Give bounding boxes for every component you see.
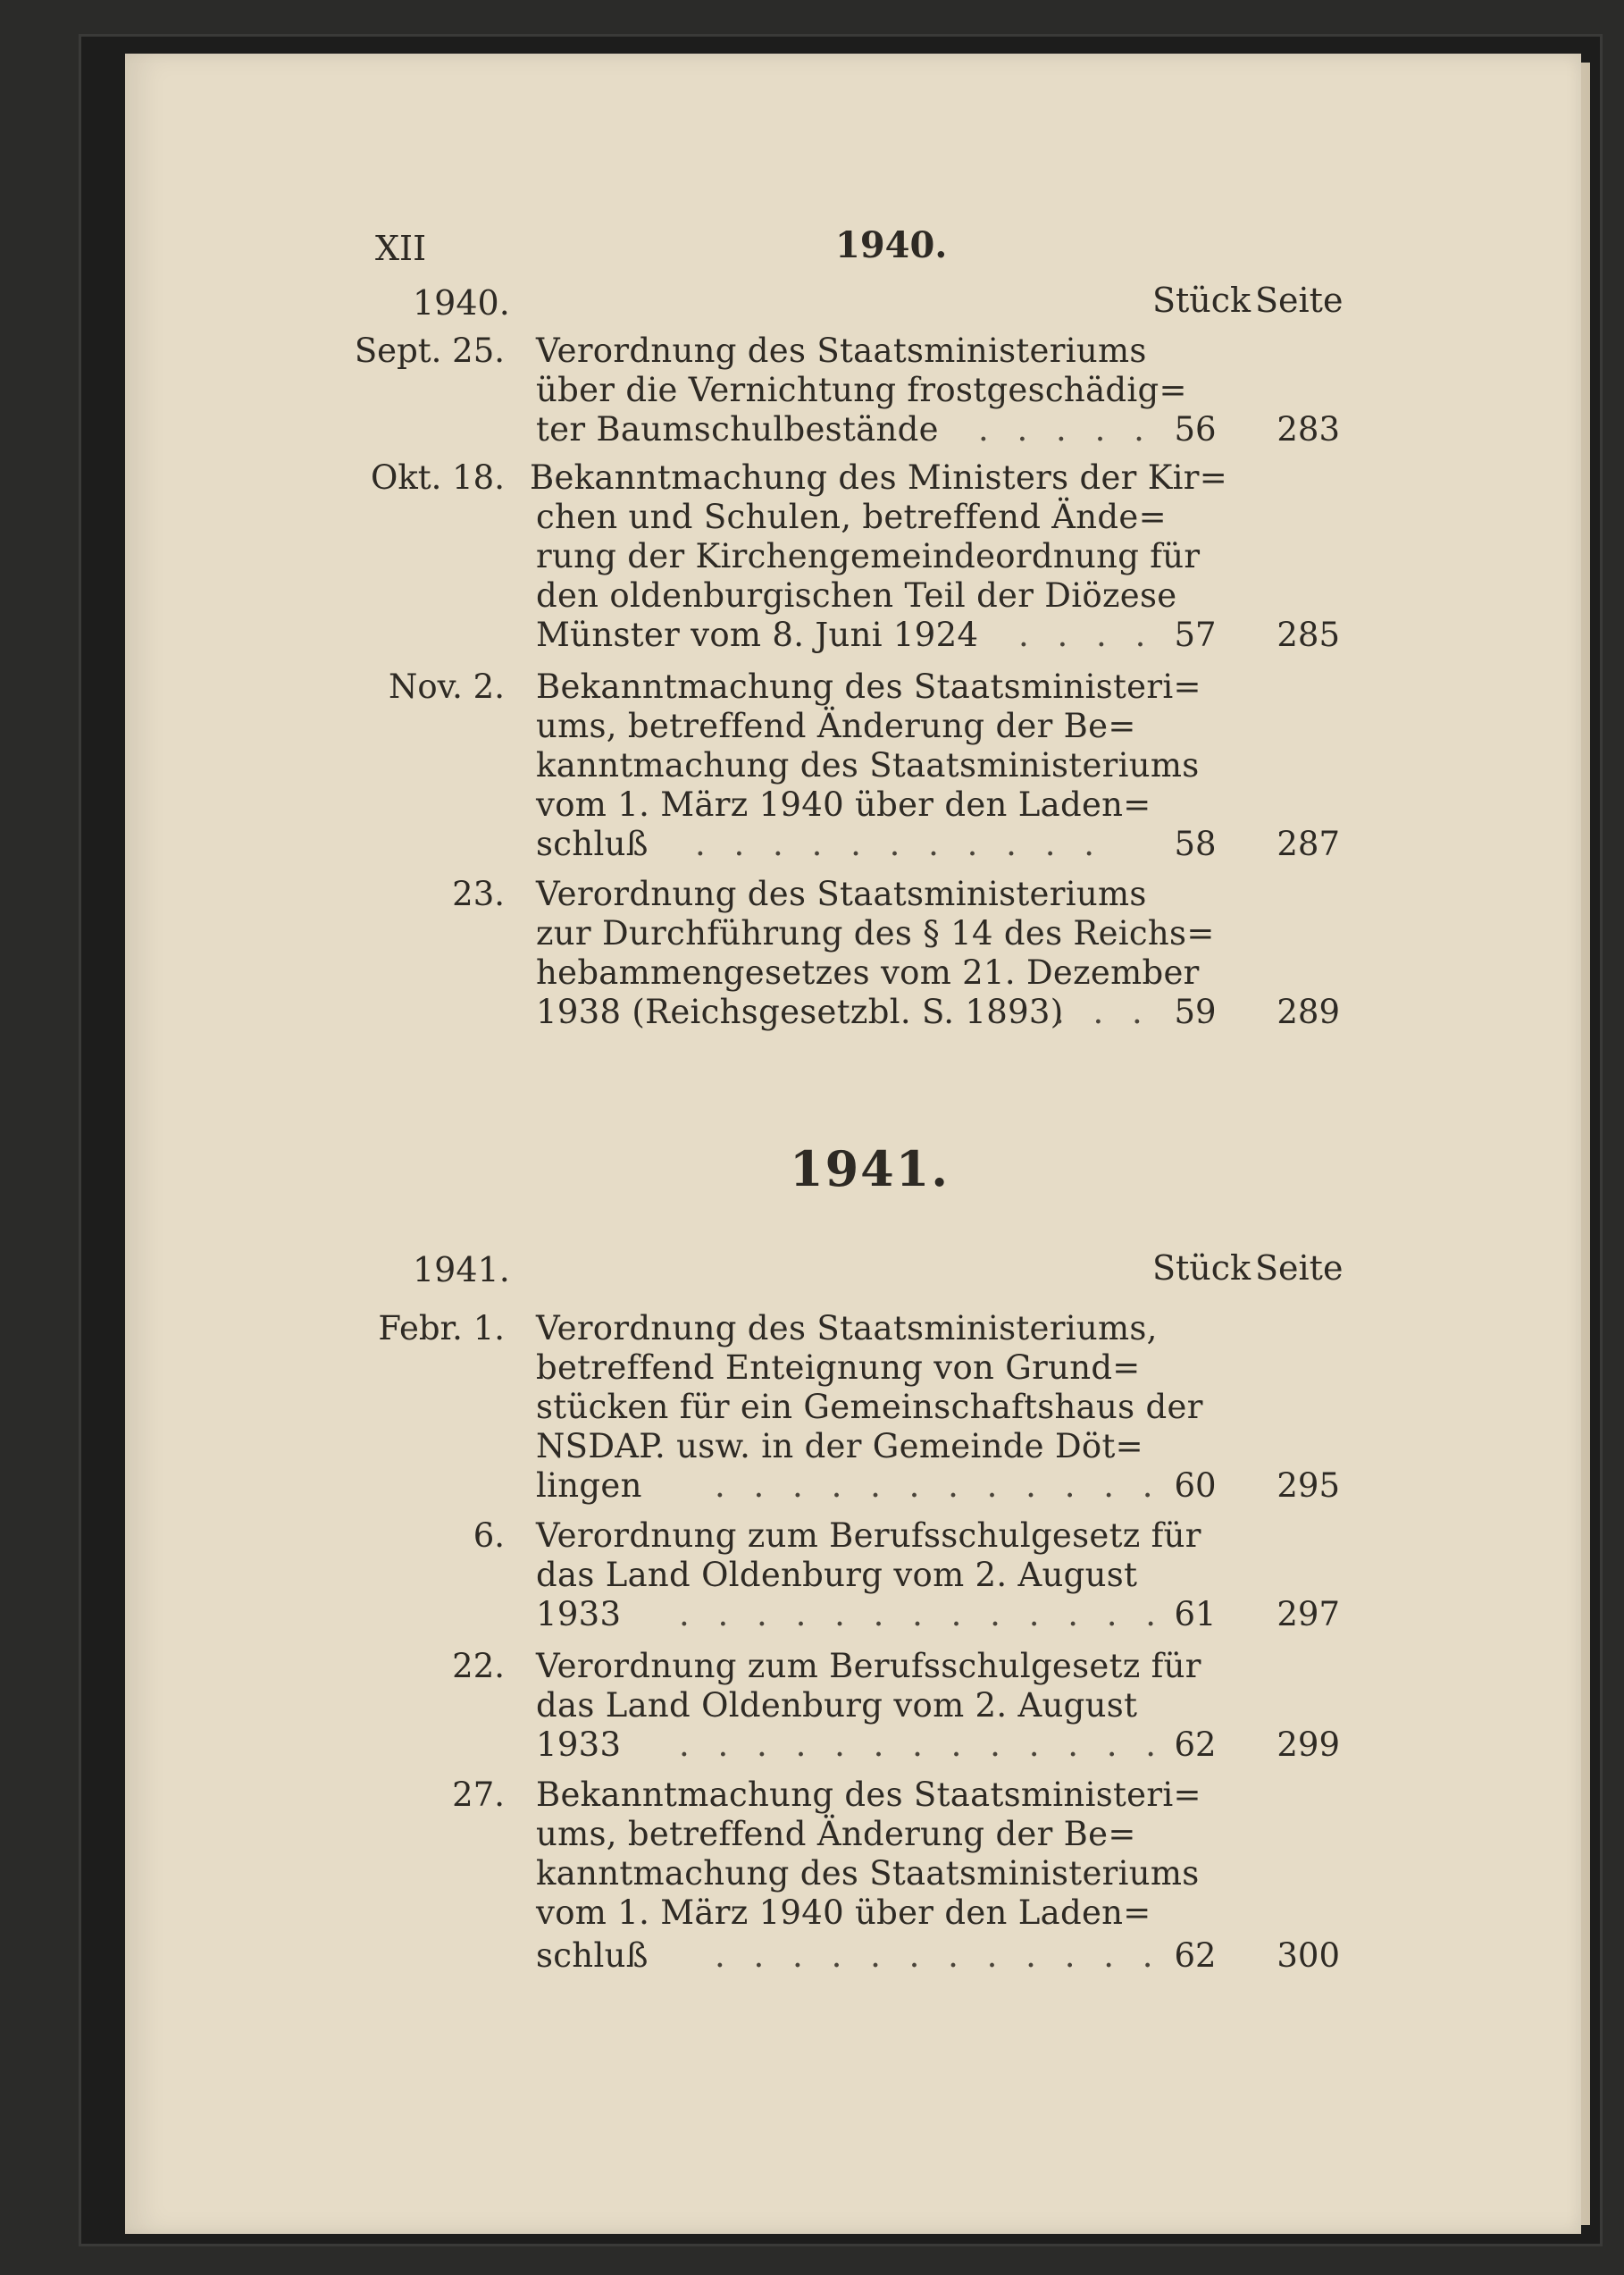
entry-text-line: 1933 (536, 1595, 622, 1633)
section-year-label: 1941. (413, 1250, 510, 1289)
entry-text-line: vom 1. März 1940 über den Laden= (536, 785, 1151, 824)
entry-text-line: Verordnung des Staatsministeriums (536, 875, 1147, 913)
entry-text-line: hebammengesetzes vom 21. Dezember (536, 953, 1200, 992)
entry-date: 22. (452, 1647, 505, 1685)
entry-text-line: Verordnung zum Berufsschulgesetz für (536, 1516, 1201, 1555)
entry-stueck: 58 (1174, 825, 1217, 863)
entry-seite: 295 (1277, 1466, 1340, 1505)
entry-text-line: zur Durchführung des § 14 des Reichs= (536, 914, 1215, 953)
entry-stueck: 56 (1174, 410, 1217, 449)
entry-text-line: lingen (536, 1466, 642, 1505)
leader-dots: . . . . (1018, 616, 1155, 654)
entry-text-line: ums, betreffend Änderung der Be= (536, 1815, 1136, 1853)
entry-text-line: 1938 (Reichsgesetzbl. S. 1893) (536, 993, 1064, 1031)
entry-text-line: kanntmachung des Staatsministeriums (536, 746, 1200, 785)
entry-date: Nov. 2. (389, 667, 505, 706)
entry-text-line: schluß (536, 825, 649, 863)
entry-date: 6. (473, 1516, 505, 1555)
column-header-stueck: Stück (1152, 281, 1251, 320)
entry-stueck: 59 (1174, 993, 1217, 1031)
entry-text-line: schluß (536, 1936, 649, 1975)
entry-text-line: Bekanntmachung des Staatsministeri= (536, 1776, 1201, 1814)
entry-text-line: Bekanntmachung des Ministers der Kir= (530, 458, 1228, 497)
entry-text-line: Verordnung des Staatsministeriums, (536, 1309, 1158, 1347)
leader-dots: . . . . . . . . . . . . . (679, 1595, 1166, 1633)
entry-text-line: den oldenburgischen Teil der Diözese (536, 576, 1177, 615)
entry-seite: 283 (1277, 410, 1340, 449)
entry-text-line: betreffend Enteignung von Grund= (536, 1348, 1141, 1387)
leader-dots: . . . . . . . . . . . . (715, 1936, 1162, 1975)
leader-dots: . . . . . (978, 410, 1153, 449)
entry-text-line: stücken für ein Gemeinschaftshaus der (536, 1388, 1203, 1426)
entry-date: 27. (452, 1776, 505, 1814)
entry-stueck: 61 (1174, 1595, 1217, 1633)
leader-dots: . . . . . . . . . . . . . (679, 1725, 1166, 1764)
column-header-stueck: Stück (1152, 1248, 1251, 1288)
entry-seite: 289 (1277, 993, 1340, 1031)
entry-text-line: Bekanntmachung des Staatsministeri= (536, 667, 1201, 706)
entry-text-line: vom 1. März 1940 über den Laden= (536, 1893, 1151, 1932)
entry-text-line: Verordnung zum Berufsschulgesetz für (536, 1647, 1201, 1685)
column-header-seite: Seite (1255, 1248, 1344, 1288)
entry-text-line: ums, betreffend Änderung der Be= (536, 707, 1136, 745)
entry-seite: 300 (1277, 1936, 1340, 1975)
entry-seite: 287 (1277, 825, 1340, 863)
entry-date: Okt. 18. (371, 458, 505, 497)
running-title: 1940. (835, 224, 948, 266)
entry-seite: 285 (1277, 616, 1340, 654)
entry-text-line: das Land Oldenburg vom 2. August (536, 1556, 1138, 1594)
entry-text-line: chen und Schulen, betreffend Ände= (536, 498, 1167, 536)
entry-date: Febr. 1. (378, 1309, 505, 1347)
leader-dots: . . . . . . . . . . . (695, 825, 1103, 863)
entry-text-line: 1933 (536, 1725, 622, 1764)
section-year-label: 1940. (413, 283, 510, 323)
entry-text-line: ter Baumschulbestände (536, 410, 939, 449)
section-big-year: 1941. (790, 1140, 950, 1197)
entry-seite: 297 (1277, 1595, 1340, 1633)
entry-date: Sept. 25. (354, 332, 505, 370)
leader-dots: . . . . . . . . . . . . (715, 1466, 1162, 1505)
entry-stueck: 57 (1174, 616, 1217, 654)
entry-text-line: Münster vom 8. Juni 1924 (536, 616, 979, 654)
entry-text-line: NSDAP. usw. in der Gemeinde Döt= (536, 1427, 1143, 1465)
entry-text-line: kanntmachung des Staatsministeriums (536, 1854, 1200, 1893)
entry-text-line: über die Vernichtung frostgeschädig= (536, 371, 1187, 409)
entry-text-line: rung der Kirchengemeindeordnung für (536, 537, 1201, 575)
entry-stueck: 60 (1174, 1466, 1217, 1505)
page-number: XII (375, 229, 427, 268)
entry-stueck: 62 (1174, 1936, 1217, 1975)
entry-stueck: 62 (1174, 1725, 1217, 1764)
leader-dots: . . . (1054, 993, 1151, 1031)
entry-seite: 299 (1277, 1725, 1340, 1764)
entry-date: 23. (452, 875, 505, 913)
entry-text-line: das Land Oldenburg vom 2. August (536, 1686, 1138, 1725)
entry-text-line: Verordnung des Staatsministeriums (536, 332, 1147, 370)
column-header-seite: Seite (1255, 281, 1344, 320)
